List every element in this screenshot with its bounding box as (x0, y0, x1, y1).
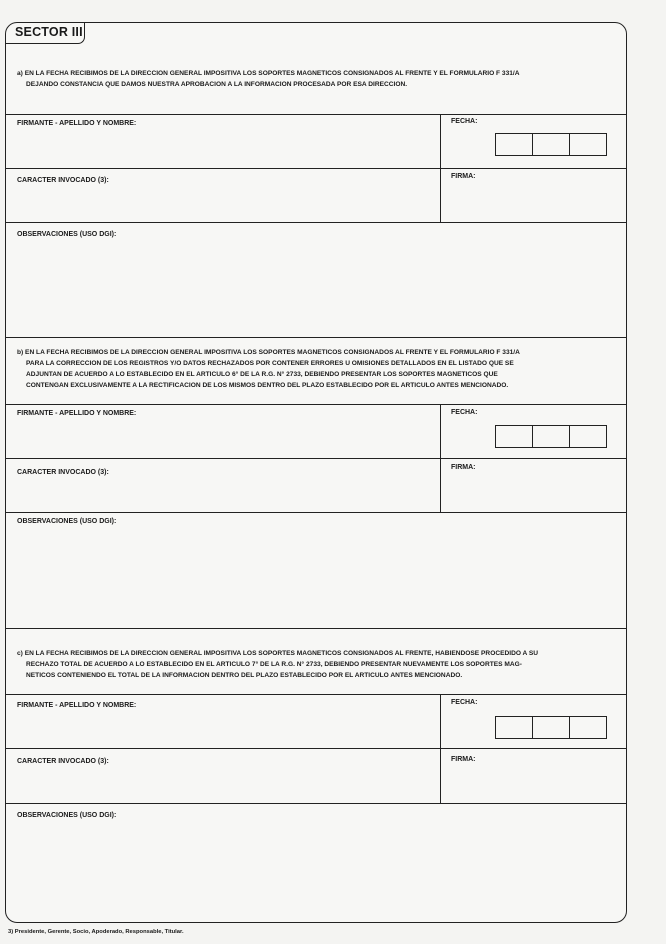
firmante-label: FIRMANTE - APELLIDO Y NOMBRE: (17, 410, 137, 417)
fecha-date-boxes[interactable] (495, 716, 607, 739)
divider (5, 628, 627, 629)
caracter-label: CARACTER INVOCADO (3): (17, 177, 109, 184)
firmante-label: FIRMANTE - APELLIDO Y NOMBRE: (17, 120, 137, 127)
fecha-label: FECHA: (451, 409, 478, 416)
divider (5, 337, 627, 338)
firmante-label: FIRMANTE - APELLIDO Y NOMBRE: (17, 702, 137, 709)
footnote: 3) Presidente, Gerente, Socio, Apoderado, Responsable, Titular. (8, 929, 184, 935)
divider (5, 168, 627, 169)
divider (5, 404, 627, 405)
fecha-day-box[interactable] (496, 717, 533, 738)
divider (5, 512, 627, 513)
firma-label: FIRMA: (451, 464, 476, 471)
fecha-year-box[interactable] (570, 426, 606, 447)
divider (5, 114, 627, 115)
fecha-year-box[interactable] (570, 717, 606, 738)
fecha-month-box[interactable] (533, 426, 570, 447)
caracter-label: CARACTER INVOCADO (3): (17, 469, 109, 476)
fecha-date-boxes[interactable] (495, 425, 607, 448)
fecha-day-box[interactable] (496, 426, 533, 447)
fecha-label: FECHA: (451, 699, 478, 706)
section-c-paragraph: c) EN LA FECHA RECIBIMOS DE LA DIRECCION GENERAL IMPOSITIVA LOS SOPORTES MAGNETICOS CONSIGNADOS AL FRENTE, HABIENDOSE PROCEDIDO A SU RECHAZO TOTAL DE ACUERDO A LO ESTABLECIDO EN EL ARTICULO 7° DE LA R.G. N° 2733, DEBIENDO PRESENTAR NUEVAMENTE LOS SOPORTES MAG- NETICOS CONTENIENDO EL TOTAL DE LA INFORMACION DENTRO DEL PLAZO ESTABLECIDO POR EL ARTICULO ANTES MENCIONADO. (17, 650, 539, 679)
divider (5, 748, 627, 749)
fecha-day-box[interactable] (496, 134, 533, 155)
firma-label: FIRMA: (451, 756, 476, 763)
fecha-year-box[interactable] (570, 134, 606, 155)
sector-tab (5, 22, 85, 44)
divider (5, 458, 627, 459)
observaciones-label: OBSERVACIONES (USO DGI): (17, 231, 117, 238)
fecha-label: FECHA: (451, 118, 478, 125)
fecha-date-boxes[interactable] (495, 133, 607, 156)
observaciones-label: OBSERVACIONES (USO DGI): (17, 812, 117, 819)
sector-title: SECTOR III (15, 25, 83, 39)
divider (5, 803, 627, 804)
section-a-paragraph: a) EN LA FECHA RECIBIMOS DE LA DIRECCION GENERAL IMPOSITIVA LOS SOPORTES MAGNETICOS CONSIGNADOS AL FRENTE Y EL FORMULARIO F 331/A DEJANDO CONSTANCIA QUE DAMOS NUESTRA APROBACION A LA INFORMACION PROCESADA POR ESA DIRECCION. (17, 70, 520, 88)
firma-label: FIRMA: (451, 173, 476, 180)
observaciones-label: OBSERVACIONES (USO DGI): (17, 518, 117, 525)
section-b-paragraph: b) EN LA FECHA RECIBIMOS DE LA DIRECCION GENERAL IMPOSITIVA LOS SOPORTES MAGNETICOS CONSIGNADOS AL FRENTE Y EL FORMULARIO F 331/A PARA LA CORRECCION DE LOS REGISTROS Y/O DATOS RECHAZADOS POR CONTENER ERRORES U OMISIONES DETALLADOS EN EL LISTADO QUE SE ADJUNTAN DE ACUERDO A LO ESTABLECIDO EN EL ARTICULO 6° DE LA R.G. N° 2733, DEBIENDO PRESENTAR LOS SOPORTES MAGNETICOS QUE CONTENGAN EXCLUSIVAMENTE A LA RECTIFICACION DE LOS MISMOS DENTRO DEL PLAZO ESTABLECIDO POR EL ARTICULO ANTES MENCIONADO. (17, 349, 520, 389)
divider (5, 222, 627, 223)
caracter-label: CARACTER INVOCADO (3): (17, 758, 109, 765)
divider (5, 694, 627, 695)
fecha-month-box[interactable] (533, 134, 570, 155)
divider (440, 694, 441, 804)
fecha-month-box[interactable] (533, 717, 570, 738)
